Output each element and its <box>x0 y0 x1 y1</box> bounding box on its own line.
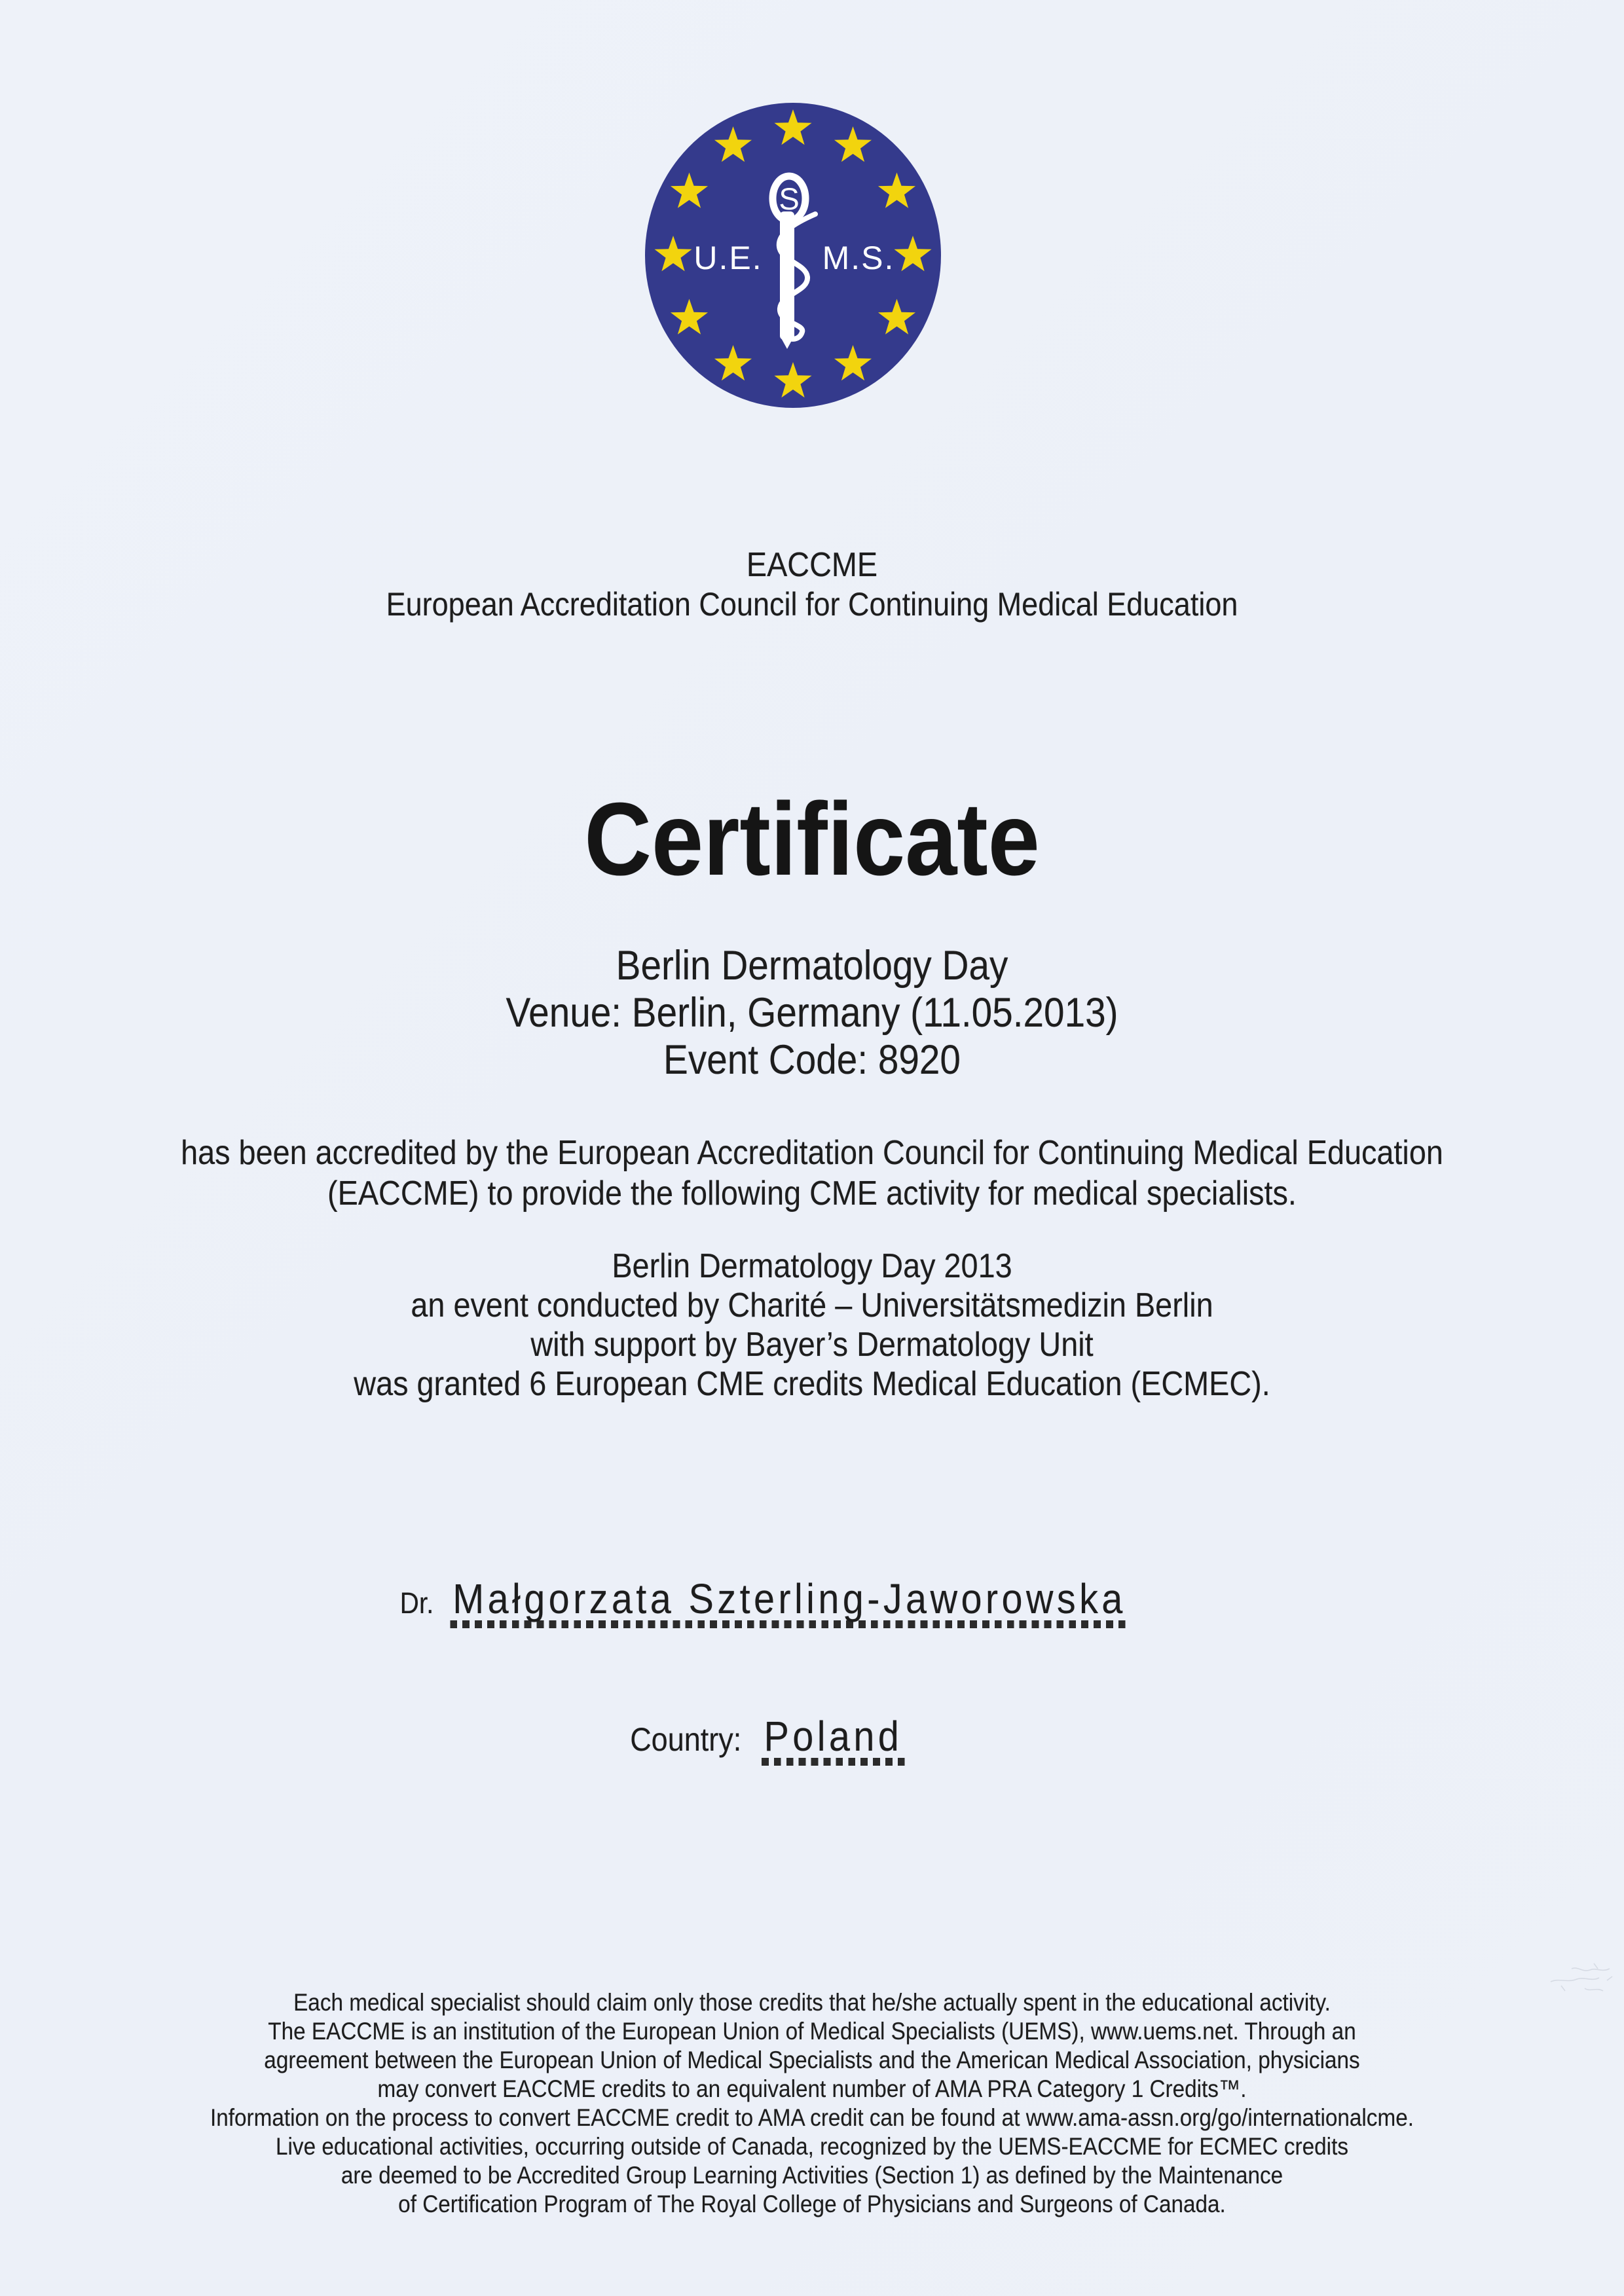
footer-line: are deemed to be Accredited Group Learning Activities (Section 1) as defined by the Maintenance <box>341 2162 1283 2189</box>
footer-line: The EACCME is an institution of the European Union of Medical Specialists (UEMS), www.uems.net. Through an <box>268 2018 1356 2045</box>
footer-fine-print <box>81 1988 1543 2219</box>
footer-line: may convert EACCME credits to an equivalent number of AMA PRA Category 1 Credits™. <box>377 2075 1247 2102</box>
footer-line: Each medical specialist should claim only those credits that he/she actually spent in the educational activity. <box>293 1989 1331 2016</box>
activity-line: with support by Bayer’s Dermatology Unit <box>530 1326 1094 1364</box>
accreditation-statement <box>81 1133 1543 1214</box>
emblem-right-text: M.S. <box>822 240 895 276</box>
event-name: Berlin Dermatology Day <box>616 943 1008 989</box>
country-value: Poland <box>762 1711 905 1766</box>
scan-smudge <box>1539 1954 1624 2020</box>
footer-line: agreement between the European Union of Medical Specialists and the American Medical Association, physicians <box>264 2047 1360 2073</box>
activity-line: was granted 6 European CME credits Medical Education (ECMEC). <box>354 1365 1270 1403</box>
recipient-prefix: Dr. <box>399 1586 434 1620</box>
recipient-row <box>33 1573 1495 1636</box>
rod-letter: S <box>779 181 800 216</box>
accreditation-line: has been accredited by the European Accreditation Council for Continuing Medical Education <box>181 1134 1443 1172</box>
footer-line: Information on the process to convert EACCME credit to AMA credit can be found at www.ama-assn.org/go/internationalcme. <box>210 2104 1414 2131</box>
activity-line: an event conducted by Charité – Universitätsmedizin Berlin <box>411 1286 1213 1324</box>
org-full-name: European Accreditation Council for Continuing Medical Education <box>386 586 1238 623</box>
uems-logo <box>644 101 942 409</box>
activity-block <box>81 1247 1543 1404</box>
org-header <box>81 545 1543 623</box>
footer-line: Live educational activities, occurring outside of Canada, recognized by the UEMS-EACCME for ECMEC credits <box>276 2133 1348 2160</box>
activity-line: Berlin Dermatology Day 2013 <box>612 1247 1012 1285</box>
event-code: Event Code: 8920 <box>663 1037 961 1083</box>
footer-line: of Certification Program of The Royal College of Physicians and Surgeons of Canada. <box>398 2191 1226 2217</box>
recipient-name: Małgorzata Szterling-Jaworowska <box>451 1573 1129 1628</box>
event-venue: Venue: Berlin, Germany (11.05.2013) <box>506 990 1118 1036</box>
org-abbr: EACCME <box>746 546 878 584</box>
country-label: Country: <box>630 1721 742 1758</box>
event-block <box>81 942 1543 1084</box>
country-row <box>37 1711 1498 1774</box>
certificate-title: Certificate <box>584 782 1040 897</box>
accreditation-line: (EACCME) to provide the following CME activity for medical specialists. <box>327 1175 1297 1212</box>
emblem-left-text: U.E. <box>693 240 763 276</box>
uems-emblem-graphic <box>644 101 942 409</box>
